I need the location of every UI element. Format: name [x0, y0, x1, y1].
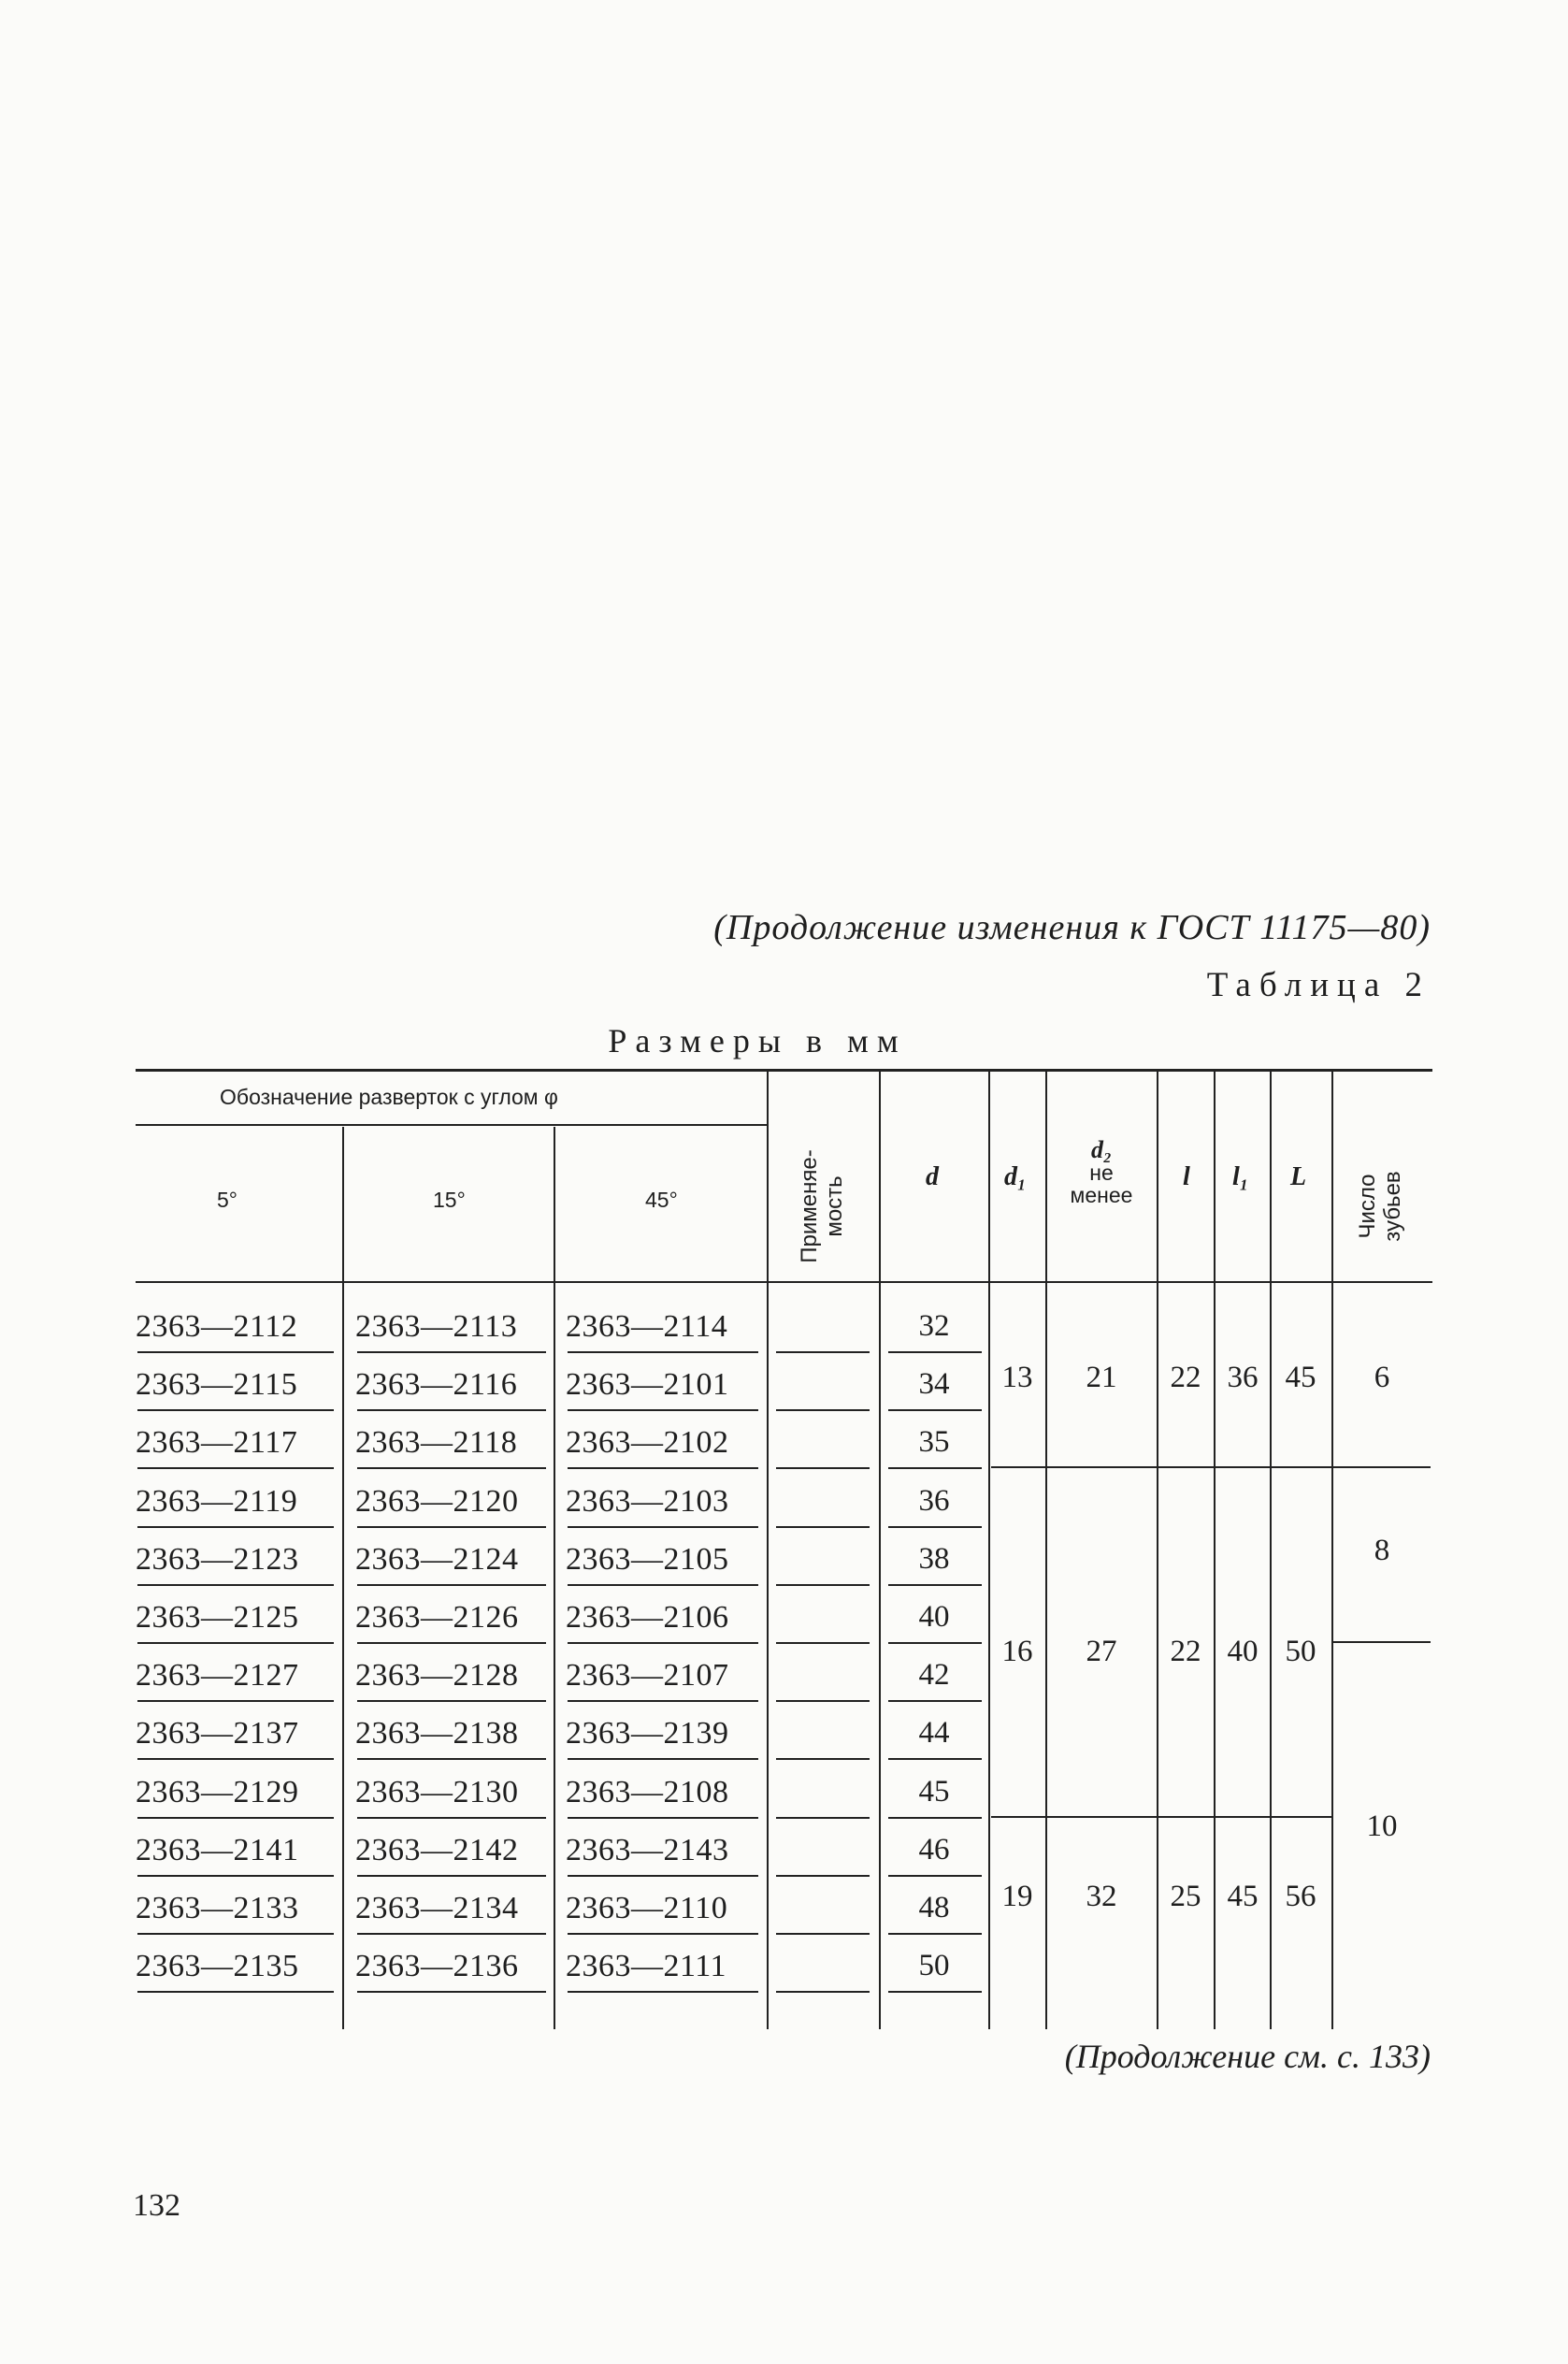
cell-underline: [888, 1817, 982, 1819]
code-15-cell: 2363—2134: [355, 1891, 519, 1925]
cell-underline: [137, 1467, 334, 1469]
code-5-cell: 2363—2115: [136, 1367, 298, 1403]
cell-underline: [888, 1584, 982, 1586]
group-l-value: 22: [1170, 1361, 1201, 1394]
code-5-cell: 2363—2125: [136, 1600, 299, 1635]
d-cell: 48: [918, 1891, 950, 1924]
header-bottom-rule: [136, 1281, 1432, 1283]
cell-underline: [357, 1351, 546, 1353]
cell-underline: [357, 1467, 546, 1469]
cell-underline: [888, 1351, 982, 1353]
d-cell: 40: [918, 1600, 950, 1634]
group-l1-value: 36: [1227, 1361, 1259, 1394]
d-cell: 50: [918, 1949, 950, 1983]
applicability-blank: [776, 1700, 870, 1702]
cell-underline: [568, 1467, 758, 1469]
col-d2-header: d₂ не менее: [1070, 1136, 1133, 1207]
code-15-cell: 2363—2136: [355, 1949, 519, 1984]
code-45-cell: 2363—2102: [566, 1425, 729, 1461]
cell-underline: [137, 1991, 334, 1993]
cell-underline: [137, 1817, 334, 1819]
group-l1-value: 45: [1227, 1880, 1259, 1913]
cell-underline: [137, 1409, 334, 1411]
code-15-cell: 2363—2128: [355, 1658, 519, 1694]
group1-separator: [991, 1466, 1331, 1468]
code-45-cell: 2363—2143: [566, 1832, 729, 1867]
cell-underline: [357, 1584, 546, 1586]
cell-underline: [137, 1526, 334, 1528]
cell-underline: [568, 1642, 758, 1644]
d-cell: 44: [918, 1716, 950, 1751]
code-5-cell: 2363—2127: [136, 1658, 299, 1694]
applicability-blank: [776, 1584, 870, 1586]
cell-underline: [357, 1409, 546, 1411]
page-number: 132: [133, 2188, 180, 2223]
code-45-cell: 2363—2108: [566, 1774, 729, 1809]
code-45-cell: 2363—2139: [566, 1716, 729, 1751]
vline: [767, 1072, 769, 2029]
cell-underline: [568, 1933, 758, 1935]
cell-underline: [888, 1875, 982, 1877]
group-header-rule: [136, 1124, 767, 1126]
code-45-cell: 2363—2105: [566, 1541, 729, 1577]
code-45-cell: 2363—2114: [566, 1309, 728, 1344]
code-15-cell: 2363—2130: [355, 1774, 519, 1809]
continuation-header: (Продолжение изменения к ГОСТ 11175—80): [713, 908, 1431, 947]
cell-underline: [357, 1526, 546, 1528]
teeth-value: 6: [1374, 1361, 1390, 1394]
d-cell: 34: [918, 1367, 950, 1402]
cell-underline: [888, 1933, 982, 1935]
table-top-rule: [136, 1069, 1432, 1072]
code-45-cell: 2363—2110: [566, 1891, 728, 1925]
code-15-cell: 2363—2116: [355, 1367, 518, 1403]
code-45-cell: 2363—2107: [566, 1658, 729, 1694]
cell-underline: [568, 1700, 758, 1702]
applicability-blank: [776, 1933, 870, 1935]
cell-underline: [137, 1584, 334, 1586]
cell-underline: [568, 1584, 758, 1586]
applicability-blank: [776, 1875, 870, 1877]
code-45-cell: 2363—2103: [566, 1483, 729, 1519]
d-cell: 45: [918, 1774, 950, 1809]
teeth-value: 10: [1366, 1809, 1398, 1843]
cell-underline: [888, 1642, 982, 1644]
cell-underline: [137, 1875, 334, 1877]
col-45-header: 45°: [645, 1188, 678, 1212]
col-teeth-header: Число зубьев: [1355, 1171, 1405, 1242]
col-15-header: 15°: [433, 1188, 466, 1212]
col-l-header: l: [1183, 1162, 1190, 1191]
vline: [342, 1127, 344, 2029]
code-15-cell: 2363—2118: [355, 1425, 518, 1461]
cell-underline: [357, 1875, 546, 1877]
cell-underline: [357, 1642, 546, 1644]
cell-underline: [568, 1817, 758, 1819]
group-l1-value: 40: [1227, 1635, 1259, 1668]
group-d2-value: 32: [1086, 1880, 1117, 1913]
cell-underline: [137, 1351, 334, 1353]
col-applicability-header: Применяе- мость: [797, 1149, 847, 1263]
d-cell: 38: [918, 1541, 950, 1576]
applicability-blank: [776, 1758, 870, 1760]
code-15-cell: 2363—2113: [355, 1309, 518, 1344]
cell-underline: [137, 1642, 334, 1644]
group-L-value: 56: [1285, 1880, 1316, 1913]
teeth-separator-1: [1333, 1466, 1431, 1468]
d-cell: 36: [918, 1483, 950, 1518]
group-l-value: 25: [1170, 1880, 1201, 1913]
applicability-blank: [776, 1642, 870, 1644]
code-5-cell: 2363—2123: [136, 1541, 299, 1577]
teeth-value: 8: [1374, 1534, 1390, 1567]
col-d1-header: d₁: [1004, 1162, 1027, 1191]
code-5-cell: 2363—2135: [136, 1949, 299, 1984]
code-5-cell: 2363—2133: [136, 1891, 299, 1925]
cell-underline: [357, 1817, 546, 1819]
code-5-cell: 2363—2119: [136, 1483, 298, 1519]
vline: [988, 1072, 990, 2029]
group2-separator: [991, 1816, 1331, 1818]
group-d2-value: 21: [1086, 1361, 1117, 1394]
cell-underline: [568, 1875, 758, 1877]
cell-underline: [357, 1933, 546, 1935]
cell-underline: [137, 1758, 334, 1760]
code-45-cell: 2363—2106: [566, 1600, 729, 1635]
group-L-value: 45: [1285, 1361, 1316, 1394]
vline: [879, 1072, 881, 2029]
code-5-cell: 2363—2129: [136, 1774, 299, 1809]
applicability-blank: [776, 1351, 870, 1353]
group-d1-value: 13: [1001, 1361, 1033, 1394]
cell-underline: [357, 1758, 546, 1760]
applicability-blank: [776, 1526, 870, 1528]
code-15-cell: 2363—2124: [355, 1541, 519, 1577]
d-cell: 42: [918, 1658, 950, 1693]
cell-underline: [568, 1526, 758, 1528]
cell-underline: [888, 1467, 982, 1469]
d-cell: 32: [918, 1309, 950, 1343]
code-5-cell: 2363—2112: [136, 1309, 298, 1344]
units-caption: Размеры в мм: [608, 1022, 907, 1059]
d-cell: 46: [918, 1832, 950, 1867]
teeth-separator-2: [1333, 1641, 1431, 1643]
cell-underline: [357, 1991, 546, 1993]
applicability-blank: [776, 1467, 870, 1469]
continuation-footer: (Продолжение см. с. 133): [1064, 2038, 1431, 2075]
cell-underline: [888, 1758, 982, 1760]
code-15-cell: 2363—2142: [355, 1832, 519, 1867]
code-5-cell: 2363—2141: [136, 1832, 299, 1867]
cell-underline: [568, 1991, 758, 1993]
col-l1-header: l₁: [1232, 1162, 1249, 1191]
col-5-header: 5°: [217, 1188, 237, 1212]
group-l-value: 22: [1170, 1635, 1201, 1668]
cell-underline: [888, 1409, 982, 1411]
applicability-blank: [776, 1991, 870, 1993]
col-L-header: L: [1290, 1162, 1307, 1191]
code-45-cell: 2363—2101: [566, 1367, 729, 1403]
cell-underline: [568, 1758, 758, 1760]
code-5-cell: 2363—2137: [136, 1716, 299, 1751]
code-5-cell: 2363—2117: [136, 1425, 298, 1461]
code-15-cell: 2363—2120: [355, 1483, 519, 1519]
group-L-value: 50: [1285, 1635, 1316, 1668]
cell-underline: [137, 1700, 334, 1702]
code-15-cell: 2363—2126: [355, 1600, 519, 1635]
cell-underline: [568, 1351, 758, 1353]
cell-underline: [137, 1933, 334, 1935]
code-45-cell: 2363—2111: [566, 1949, 726, 1984]
cell-underline: [568, 1409, 758, 1411]
table-number: Таблица 2: [1206, 966, 1431, 1004]
group-header: Обозначение разверток с углом φ: [220, 1085, 558, 1109]
group-d2-value: 27: [1086, 1635, 1117, 1668]
group-d1-value: 16: [1001, 1635, 1033, 1668]
cell-underline: [888, 1526, 982, 1528]
d-cell: 35: [918, 1425, 950, 1460]
applicability-blank: [776, 1409, 870, 1411]
cell-underline: [888, 1700, 982, 1702]
cell-underline: [888, 1991, 982, 1993]
applicability-blank: [776, 1817, 870, 1819]
group-d1-value: 19: [1001, 1880, 1033, 1913]
col-d-header: d: [926, 1162, 939, 1191]
code-15-cell: 2363—2138: [355, 1716, 519, 1751]
cell-underline: [357, 1700, 546, 1702]
vline: [554, 1127, 555, 2029]
